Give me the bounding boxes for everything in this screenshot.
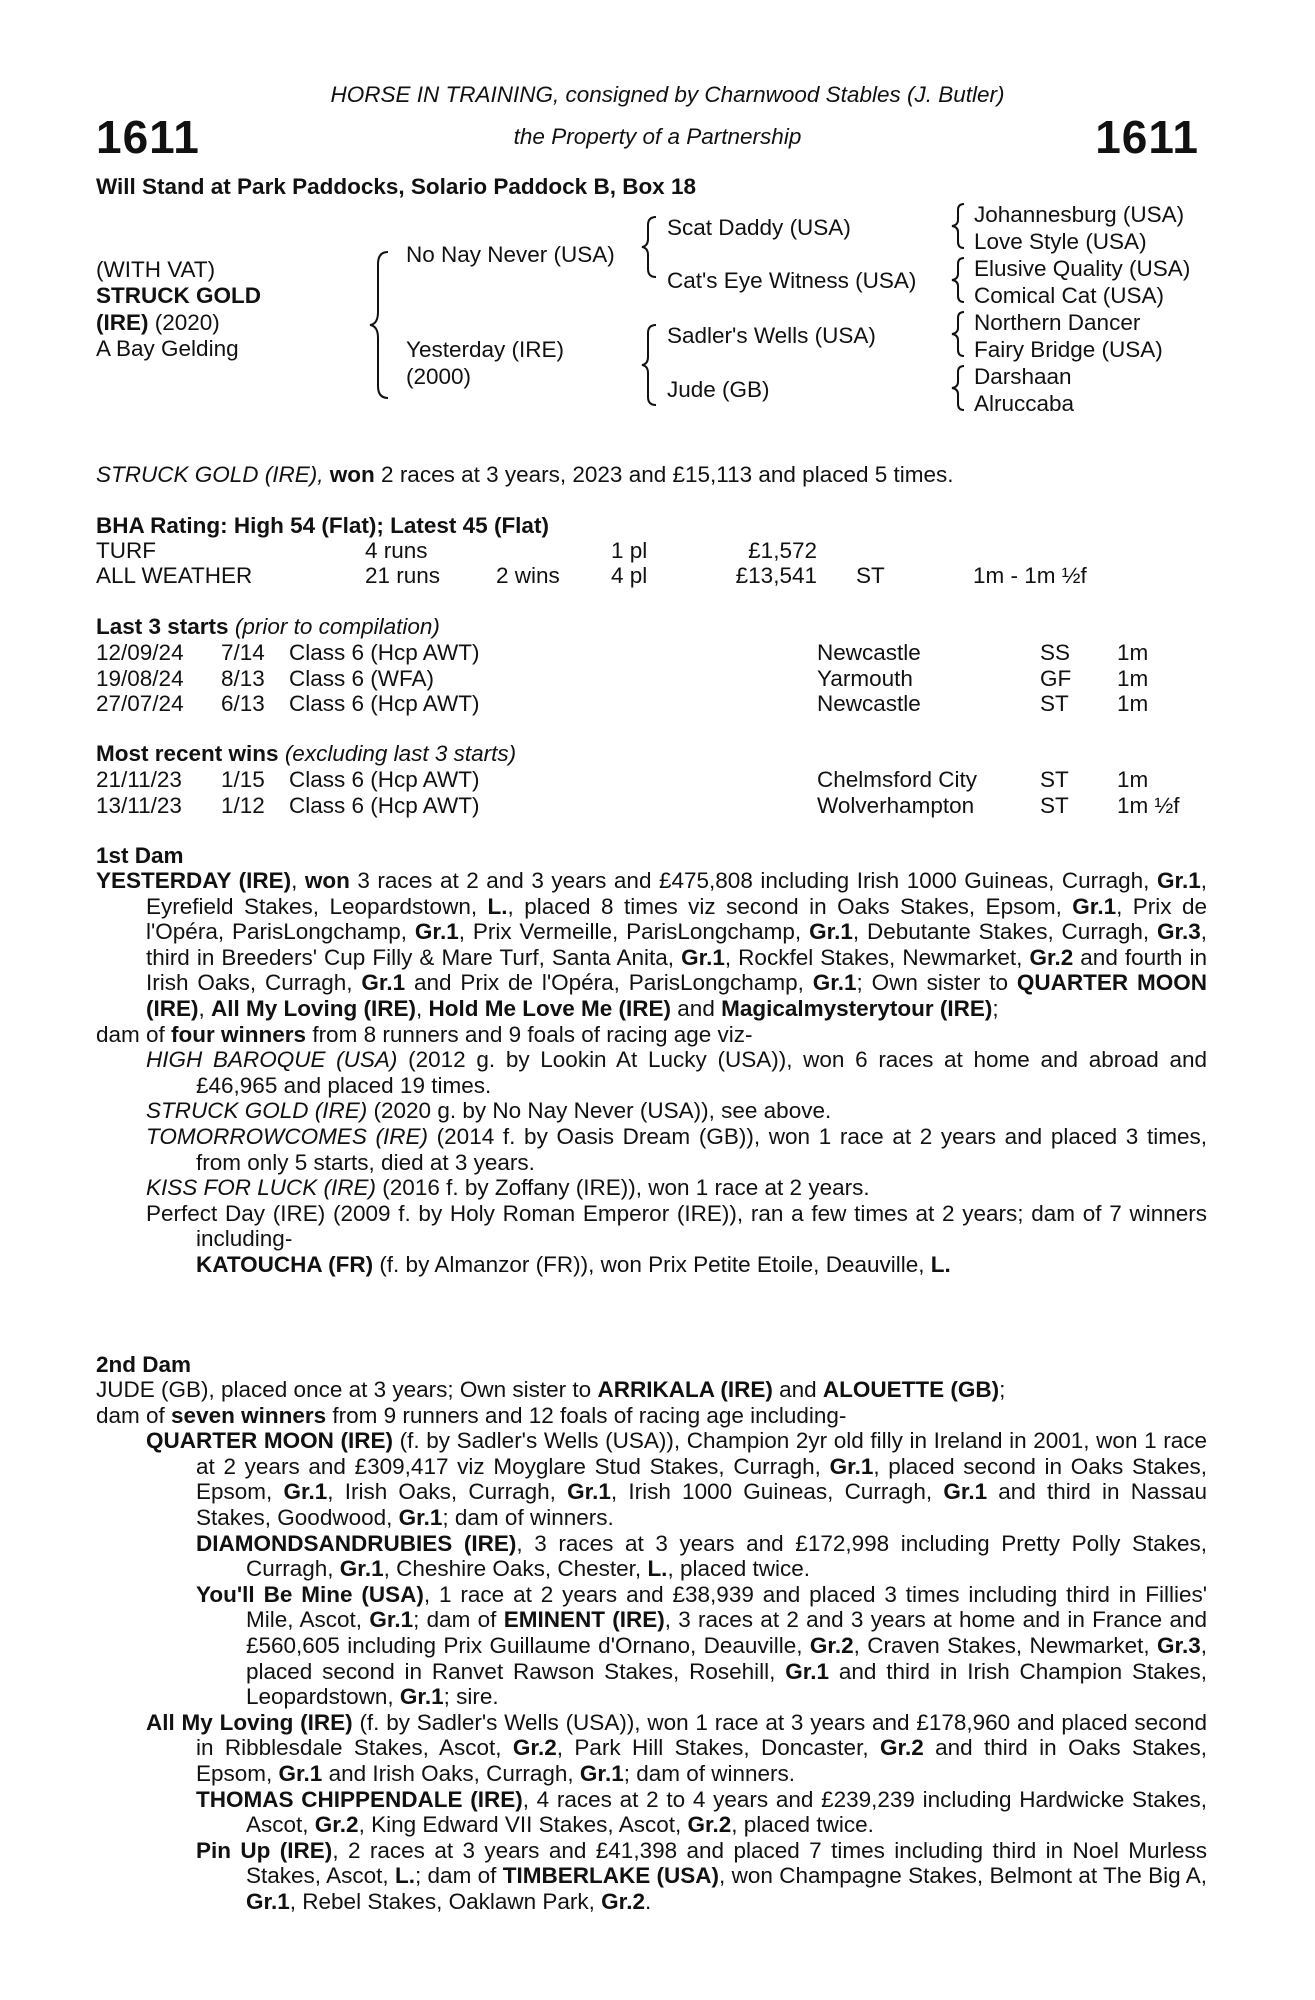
bold-text: Gr.1 bbox=[414, 919, 459, 945]
text-run: ; Own sister to bbox=[856, 970, 1017, 996]
bold-text: ALOUETTE (GB) bbox=[822, 1377, 1000, 1402]
text-run: , Irish 1000 Guineas, Curragh, bbox=[610, 1479, 944, 1505]
bold-text: THOMAS CHIPPENDALE (IRE) bbox=[196, 1786, 523, 1812]
text-run: , Eyrefield Stakes, Leopardstown, bbox=[146, 868, 1207, 919]
first-dam-section bbox=[96, 868, 1207, 1278]
rating-surface: ALL WEATHER bbox=[96, 563, 253, 588]
race-going: ST bbox=[1040, 691, 1069, 716]
race-course: Wolverhampton bbox=[817, 792, 975, 818]
last-starts-note: (prior to compilation) bbox=[234, 614, 440, 639]
bold-text: Gr.1 bbox=[246, 1888, 290, 1914]
race-distance: 1m bbox=[1117, 665, 1149, 691]
race-position: 8/13 bbox=[221, 665, 265, 691]
rating-placed: 4 pl bbox=[611, 563, 648, 588]
pedigree-brace-g3 bbox=[950, 310, 968, 358]
recent-wins-heading bbox=[96, 741, 516, 767]
pedigree-brace-g4 bbox=[950, 364, 968, 412]
horse-origin: (IRE) bbox=[96, 310, 149, 335]
progeny-entry bbox=[96, 1710, 1207, 1787]
horse-name: STRUCK GOLD bbox=[96, 283, 261, 308]
consignment-title: HORSE IN TRAINING, consigned by Charnwood Stables (J. Butler) bbox=[330, 82, 1005, 107]
text-run: and third in Nassau Stakes, Goodwood, bbox=[196, 1479, 1207, 1530]
text-run: and third in Oaks Stakes, Epsom, bbox=[196, 1735, 1207, 1786]
summary-rest: 2 races at 3 years, 2023 and £15,113 and placed 5 times. bbox=[374, 462, 954, 487]
pedigree-ddd: Alruccaba bbox=[974, 391, 1075, 416]
bold-text: Gr.2 bbox=[687, 1812, 732, 1838]
bold-text: Gr.1 bbox=[812, 970, 857, 996]
second-dam-heading: 2nd Dam bbox=[96, 1352, 192, 1377]
text-run: (2020 g. by No Nay Never (USA)), see above. bbox=[367, 1098, 832, 1124]
rating-prize: £13,541 bbox=[735, 563, 817, 588]
first-dam-main bbox=[96, 868, 1207, 1022]
first-dam-heading: 1st Dam bbox=[96, 843, 184, 868]
bold-text: Gr.1 bbox=[567, 1479, 611, 1505]
italic-text: STRUCK GOLD (IRE) bbox=[146, 1098, 368, 1124]
first-dam-dam-of bbox=[96, 1022, 1207, 1048]
bold-text: L. bbox=[394, 1863, 415, 1889]
italic-text: KISS FOR LUCK (IRE) bbox=[146, 1175, 377, 1201]
pedigree-sire-dam: Cat's Eye Witness (USA) bbox=[667, 268, 917, 293]
race-course: Chelmsford City bbox=[817, 767, 978, 792]
rating-distance: 1m - 1m ½f bbox=[973, 563, 1087, 588]
lot-number-right: 1611 bbox=[1095, 111, 1199, 163]
text-run: ; bbox=[992, 995, 999, 1021]
bold-text: Hold Me Love Me (IRE) bbox=[428, 995, 672, 1021]
bold-text: Gr.1 bbox=[399, 1684, 444, 1710]
last-starts-title: Last 3 starts bbox=[96, 614, 229, 639]
bold-text: Gr.2 bbox=[809, 1632, 854, 1658]
grand-progeny-entry bbox=[96, 1787, 1207, 1838]
race-going: ST bbox=[1040, 767, 1069, 792]
text-run: and fourth in Irish Oaks, Curragh, bbox=[146, 944, 1207, 996]
race-going: ST bbox=[1040, 792, 1069, 818]
text-run: and third in Irish Champion Stakes, Leopardstown, bbox=[246, 1658, 1207, 1710]
bold-text: EMINENT (IRE) bbox=[503, 1607, 665, 1633]
text-run: , placed twice. bbox=[731, 1812, 874, 1838]
progeny-entry bbox=[96, 1047, 1207, 1098]
bold-text: All My Loving (IRE) bbox=[146, 1709, 353, 1735]
grand-progeny-entry bbox=[96, 1252, 1207, 1278]
bold-text: L. bbox=[930, 1251, 951, 1277]
bold-text: Gr.2 bbox=[601, 1888, 645, 1914]
vat-label: (WITH VAT) bbox=[96, 257, 216, 282]
bold-text: Pin Up (IRE) bbox=[196, 1837, 333, 1863]
bold-text: Gr.1 bbox=[943, 1479, 988, 1505]
bold-text: Gr.1 bbox=[369, 1607, 414, 1633]
race-date: 27/07/24 bbox=[96, 691, 184, 716]
lot-number-left: 1611 bbox=[96, 111, 200, 163]
text-run: , 2 races at 3 years and £41,398 and placed 7 times including third in Noel Murless Stakes, Ascot, bbox=[246, 1837, 1208, 1889]
text-run: , Park Hill Stakes, Doncaster, bbox=[556, 1735, 880, 1761]
bold-text: Gr.1 bbox=[398, 1504, 443, 1530]
stand-location: Will Stand at Park Paddocks, Solario Paddock B, Box 18 bbox=[96, 174, 696, 199]
text-run: , Prix Vermeille, ParisLongchamp, bbox=[458, 919, 810, 945]
text-run: , third in Breeders' Cup Filly & Mare Turf, Santa Anita, bbox=[146, 919, 1208, 970]
second-dam-section bbox=[96, 1377, 1207, 1914]
bold-text: Gr.2 bbox=[879, 1735, 924, 1761]
text-run: , placed second in Ranvet Rawson Stakes, Rosehill, bbox=[246, 1632, 1207, 1684]
pedigree-dam-dam: Jude (GB) bbox=[667, 377, 770, 402]
second-dam-progeny bbox=[96, 1428, 1207, 1914]
text-run: ; sire. bbox=[443, 1684, 499, 1710]
race-course: Newcastle bbox=[817, 640, 921, 665]
bold-text: Gr.3 bbox=[1156, 919, 1201, 945]
text-run: , Rockfel Stakes, Newmarket, bbox=[724, 944, 1030, 970]
bold-text: Gr.2 bbox=[1029, 944, 1074, 970]
italic-text: TOMORROWCOMES (IRE) bbox=[146, 1123, 428, 1149]
pedigree-sdd: Comical Cat (USA) bbox=[974, 283, 1165, 308]
pedigree-dam: Yesterday (IRE) bbox=[406, 337, 564, 362]
race-class: Class 6 (Hcp AWT) bbox=[289, 767, 480, 792]
race-distance: 1m bbox=[1117, 767, 1149, 792]
pedigree-dds: Darshaan bbox=[974, 364, 1072, 389]
second-dam-main bbox=[96, 1377, 1207, 1403]
text-run: , won Champagne Stakes, Belmont at The Big A, bbox=[719, 1863, 1207, 1889]
rating-runs: 4 runs bbox=[365, 538, 428, 563]
text-run: (f. by Sadler's Wells (USA)), won 1 race at 3 years and £178,960 and placed second in Ribblesdale Stakes, Ascot, bbox=[196, 1709, 1207, 1761]
race-position: 7/14 bbox=[221, 640, 265, 665]
text-run: , Cheshire Oaks, Chester, bbox=[383, 1556, 648, 1582]
bold-text: seven winners bbox=[171, 1402, 327, 1428]
text-run: , 4 races at 2 to 4 years and £239,239 including Hardwicke Stakes, Ascot, bbox=[246, 1786, 1207, 1838]
race-distance: 1m ½f bbox=[1117, 792, 1180, 818]
progeny-entry bbox=[96, 1175, 1207, 1201]
horse-description: A Bay Gelding bbox=[96, 336, 239, 361]
text-run: ; dam of bbox=[413, 1607, 504, 1633]
text-run: , bbox=[416, 995, 429, 1021]
rating-going: ST bbox=[856, 563, 885, 588]
progeny-entry bbox=[96, 1201, 1207, 1252]
bold-text: L. bbox=[487, 893, 508, 919]
bold-text: DIAMONDSANDRUBIES (IRE) bbox=[196, 1530, 517, 1556]
horse-origin-year bbox=[96, 310, 220, 336]
summary-name: STRUCK GOLD (IRE), bbox=[96, 462, 324, 487]
second-dam-dam-of bbox=[96, 1403, 1207, 1429]
race-distance: 1m bbox=[1117, 691, 1149, 716]
bold-text: Gr.1 bbox=[829, 1453, 874, 1479]
text-run: , placed second in Oaks Stakes, Epsom, bbox=[196, 1453, 1207, 1505]
text-run: ; dam of bbox=[414, 1863, 503, 1889]
bold-text: Gr.1 bbox=[283, 1479, 328, 1505]
text-run: ; bbox=[999, 1377, 1006, 1402]
pedigree-brace-g2 bbox=[950, 256, 968, 304]
progeny-entry bbox=[96, 1124, 1207, 1175]
text-run: (2014 f. by Oasis Dream (GB)), won 1 race at 2 years and placed 3 times, from only 5 starts, died at 3 years. bbox=[196, 1123, 1207, 1175]
bold-text: Gr.1 bbox=[785, 1658, 829, 1684]
bold-text: L. bbox=[647, 1556, 668, 1582]
text-run: . bbox=[644, 1888, 652, 1914]
bold-text: Gr.3 bbox=[1156, 1632, 1201, 1658]
text-run: , King Edward VII Stakes, Ascot, bbox=[358, 1812, 688, 1838]
horse-year: (2020) bbox=[154, 310, 220, 335]
race-going: SS bbox=[1040, 640, 1071, 665]
text-run: , placed twice. bbox=[667, 1556, 811, 1582]
bold-text: Gr.1 bbox=[1072, 893, 1117, 919]
ownership-line: the Property of a Partnership bbox=[513, 124, 802, 149]
text-run: from 9 runners and 12 foals of racing age including- bbox=[326, 1402, 847, 1428]
text-run: and bbox=[772, 1377, 823, 1402]
text-run: , bbox=[198, 995, 212, 1021]
race-date: 21/11/23 bbox=[96, 767, 182, 792]
pedigree-dam-year: (2000) bbox=[406, 364, 472, 389]
last-starts-heading bbox=[96, 614, 440, 640]
race-class: Class 6 (Hcp AWT) bbox=[289, 792, 480, 818]
race-summary bbox=[96, 462, 954, 488]
text-run: JUDE (GB), placed once at 3 years; Own sister to bbox=[96, 1377, 598, 1402]
bold-text: four winners bbox=[171, 1021, 307, 1047]
text-run: , 3 races at 3 years and £172,998 including Pretty Polly Stakes, Curragh, bbox=[246, 1530, 1208, 1582]
text-run: (f. by Almanzor (FR)), won Prix Petite Etoile, Deauville, bbox=[373, 1251, 931, 1277]
bold-text: All My Loving (IRE) bbox=[211, 995, 417, 1021]
text-run: , 1 race at 2 years and £38,939 and placed 3 times including third in Fillies' Mile, Ascot, bbox=[246, 1581, 1208, 1633]
bold-text: YESTERDAY (IRE) bbox=[96, 868, 292, 893]
pedigree-brace-sire bbox=[640, 215, 660, 279]
bold-text: Gr.2 bbox=[512, 1735, 557, 1761]
bold-text: KATOUCHA (FR) bbox=[196, 1251, 374, 1277]
text-run: dam of bbox=[96, 1402, 172, 1428]
pedigree-dss: Northern Dancer bbox=[974, 310, 1141, 335]
bold-text: TIMBERLAKE (USA) bbox=[502, 1863, 720, 1889]
race-distance: 1m bbox=[1117, 640, 1149, 665]
race-position: 6/13 bbox=[221, 691, 265, 716]
race-going: GF bbox=[1040, 665, 1072, 691]
text-run: from 8 runners and 9 foals of racing age viz- bbox=[306, 1021, 753, 1047]
pedigree-brace-main bbox=[368, 250, 392, 400]
text-run: and Irish Oaks, Curragh, bbox=[322, 1760, 580, 1786]
race-class: Class 6 (Hcp AWT) bbox=[289, 691, 480, 716]
bold-text: Gr.1 bbox=[339, 1556, 384, 1582]
race-class: Class 6 (WFA) bbox=[289, 665, 435, 691]
bold-text: Gr.1 bbox=[361, 970, 406, 996]
rating-wins: 2 wins bbox=[496, 563, 560, 588]
italic-text: HIGH BAROQUE (USA) bbox=[146, 1047, 398, 1073]
summary-won: won bbox=[329, 462, 375, 487]
bold-text: ARRIKALA (IRE) bbox=[597, 1377, 773, 1402]
recent-wins-title: Most recent wins bbox=[96, 741, 279, 766]
race-date: 13/11/23 bbox=[96, 792, 182, 818]
text-run: , placed 8 times viz second in Oaks Stakes, Epsom, bbox=[507, 893, 1073, 919]
text-run: 3 races at 2 and 3 years and £475,808 including Irish 1000 Guineas, Curragh, bbox=[349, 868, 1157, 893]
pedigree-sire: No Nay Never (USA) bbox=[406, 242, 615, 267]
text-run: Perfect Day (IRE) (2009 f. by Holy Roman Emperor (IRE)), ran a few times at 2 years; dam of 7 winners including- bbox=[146, 1200, 1207, 1252]
race-class: Class 6 (Hcp AWT) bbox=[289, 640, 480, 665]
text-run: (2012 g. by Lookin At Lucky (USA)), won 6 races at home and abroad and £46,965 and placed 19 times. bbox=[196, 1047, 1207, 1098]
race-date: 12/09/24 bbox=[96, 640, 184, 665]
text-run: and Prix de l'Opéra, ParisLongchamp, bbox=[405, 970, 813, 996]
rating-surface: TURF bbox=[96, 538, 156, 563]
race-position: 1/12 bbox=[221, 792, 265, 818]
bold-text: Gr.1 bbox=[1156, 868, 1201, 893]
bold-text: won bbox=[304, 868, 350, 893]
bold-text: Gr.1 bbox=[681, 944, 725, 970]
race-date: 19/08/24 bbox=[96, 665, 184, 691]
pedigree-brace-g1 bbox=[950, 202, 968, 250]
pedigree-ssd: Love Style (USA) bbox=[974, 229, 1147, 254]
text-run: , bbox=[291, 868, 305, 893]
bold-text: You'll Be Mine (USA) bbox=[196, 1581, 424, 1607]
text-run: , Debutante Stakes, Curragh, bbox=[852, 919, 1157, 945]
rating-placed: 1 pl bbox=[611, 538, 648, 563]
grand-progeny-entry bbox=[96, 1582, 1207, 1710]
text-run: , Craven Stakes, Newmarket, bbox=[853, 1632, 1157, 1658]
bold-text: Gr.2 bbox=[314, 1812, 359, 1838]
bold-text: Gr.1 bbox=[278, 1760, 323, 1786]
text-run: , 3 races at 2 and 3 years at home and in France and £560,605 including Prix Guillaume d'Ornano, Deauville, bbox=[246, 1607, 1207, 1658]
first-dam-progeny bbox=[96, 1047, 1207, 1277]
text-run: ; dam of winners. bbox=[623, 1760, 796, 1786]
pedigree-dsd: Fairy Bridge (USA) bbox=[974, 337, 1163, 362]
race-course: Newcastle bbox=[817, 691, 921, 716]
bold-text: Magicalmysterytour (IRE) bbox=[721, 995, 993, 1021]
rating-runs: 21 runs bbox=[365, 563, 441, 588]
text-run: , Prix de l'Opéra, ParisLongchamp, bbox=[146, 893, 1208, 945]
pedigree-dam-sire: Sadler's Wells (USA) bbox=[667, 323, 876, 348]
text-run: (f. by Sadler's Wells (USA)), Champion 2yr old filly in Ireland in 2001, won 1 race at 2 years and £309,417 viz Moyglare Stud Stakes, Curragh, bbox=[196, 1428, 1207, 1479]
bold-text: Gr.1 bbox=[809, 919, 853, 945]
rating-prize: £1,572 bbox=[748, 538, 817, 563]
progeny-entry bbox=[96, 1428, 1207, 1530]
race-position: 1/15 bbox=[221, 767, 265, 792]
pedigree-sire-sire: Scat Daddy (USA) bbox=[667, 215, 851, 240]
bold-text: QUARTER MOON (IRE) bbox=[146, 1428, 393, 1454]
bold-text: Gr.1 bbox=[579, 1760, 624, 1786]
pedigree-brace-dam bbox=[640, 323, 660, 407]
text-run: , Rebel Stakes, Oaklawn Park, bbox=[289, 1888, 602, 1914]
race-course: Yarmouth bbox=[817, 665, 913, 691]
bold-text: QUARTER MOON (IRE) bbox=[146, 970, 1207, 1021]
recent-wins-note: (excluding last 3 starts) bbox=[284, 741, 517, 766]
rating-heading: BHA Rating: High 54 (Flat); Latest 45 (Flat) bbox=[96, 513, 549, 538]
progeny-entry bbox=[96, 1098, 1207, 1124]
text-run: and bbox=[671, 995, 722, 1021]
grand-progeny-entry bbox=[96, 1838, 1207, 1915]
pedigree-sss: Johannesburg (USA) bbox=[974, 202, 1185, 227]
text-run: , Irish Oaks, Curragh, bbox=[327, 1479, 568, 1505]
text-run: dam of bbox=[96, 1021, 172, 1047]
text-run: (2016 f. by Zoffany (IRE)), won 1 race at 2 years. bbox=[376, 1175, 870, 1201]
grand-progeny-entry bbox=[96, 1531, 1207, 1582]
pedigree-sds: Elusive Quality (USA) bbox=[974, 256, 1191, 281]
text-run: ; dam of winners. bbox=[442, 1504, 614, 1530]
